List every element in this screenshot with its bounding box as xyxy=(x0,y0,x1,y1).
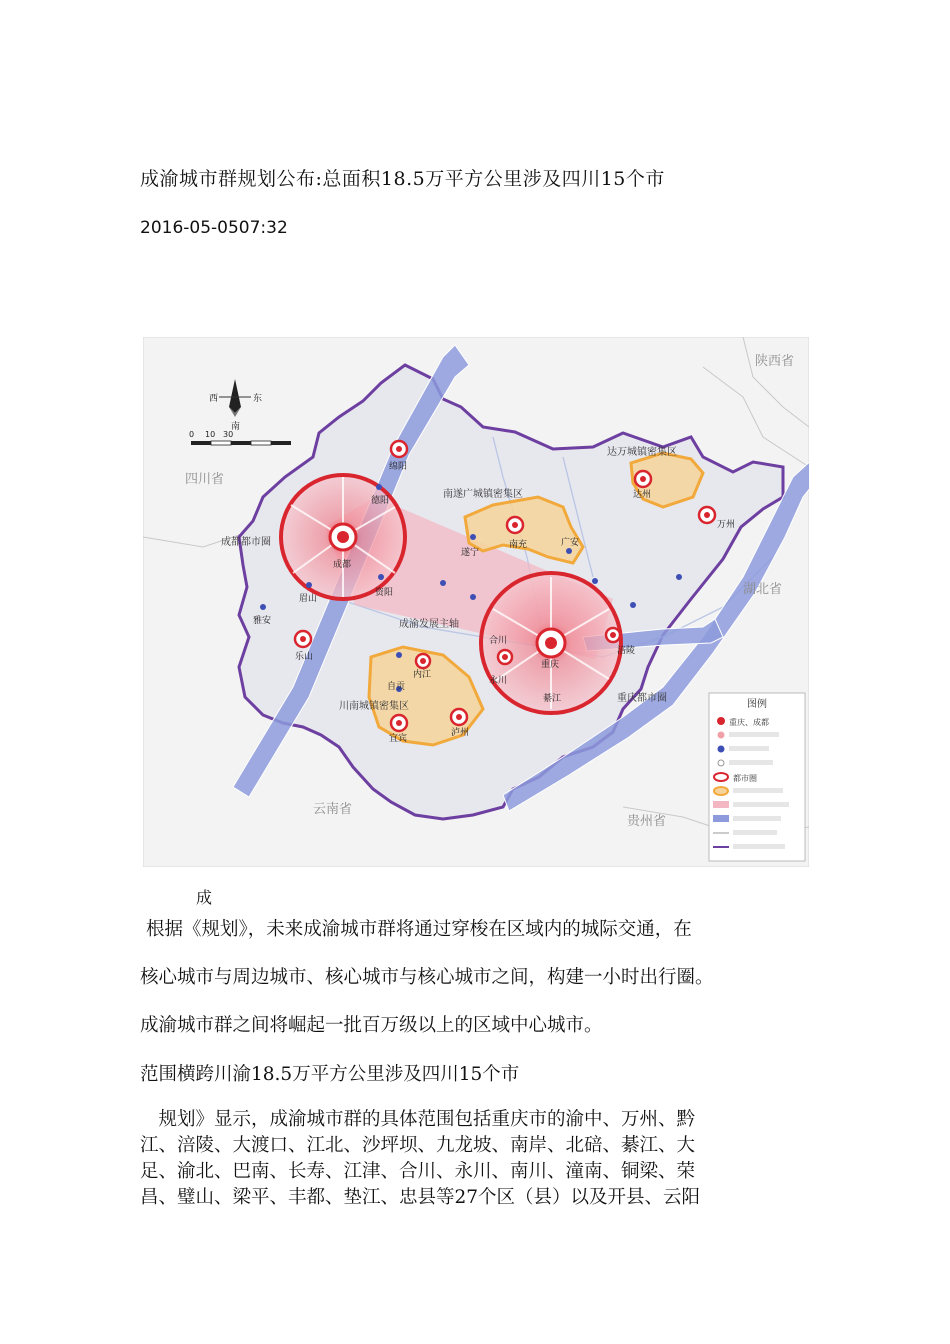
zone-label-dawan: 达万城镇密集区 xyxy=(607,447,677,458)
scope-line-3: 足、渝北、巴南、长寿、江津、合川、永川、南川、潼南、铜梁、荣 xyxy=(140,1161,696,1182)
city-label-leshan: 乐山 xyxy=(295,652,314,662)
city-label-fuling: 涪陵 xyxy=(617,646,636,656)
city-label-nanchong: 南充 xyxy=(509,540,528,550)
article-title: 成渝城市群规划公布:总面积18.5万平方公里涉及四川15个市 xyxy=(140,168,665,190)
zone-label-axis: 成渝发展主轴 xyxy=(399,619,459,630)
scope-line-4: 昌、璧山、梁平、丰都、垫江、忠县等27个区（县）以及开县、云阳 xyxy=(140,1187,701,1208)
legend-core-swatch xyxy=(717,717,725,725)
legend-metro-circle: 都市圈 xyxy=(733,774,757,783)
chengdu-metro-circle xyxy=(281,475,405,599)
map-svg xyxy=(143,337,809,867)
city-label-meishan: 眉山 xyxy=(299,594,318,604)
paragraph-3: 成渝城市群之间将崛起一批百万级以上的区域中心城市。 xyxy=(140,1015,603,1036)
scale-tick-30: 30 xyxy=(223,430,234,439)
province-label-shaanxi: 陕西省 xyxy=(755,354,795,369)
city-label-qijiang: 綦江 xyxy=(543,694,562,704)
city-label-wanzhou: 万州 xyxy=(717,520,736,530)
province-label-yunnan: 云南省 xyxy=(313,802,353,817)
city-label-chongqing: 重庆 xyxy=(541,660,560,670)
city-label-yibin: 宜宾 xyxy=(389,734,408,744)
city-label-ziyang: 资阳 xyxy=(375,588,394,598)
province-label-guizhou: 贵州省 xyxy=(627,814,667,829)
scope-paragraph xyxy=(140,1107,820,1211)
city-label-yongchuan: 永川 xyxy=(489,676,508,686)
chengyu-map xyxy=(143,337,809,867)
city-label-guangan: 广安 xyxy=(561,538,580,548)
scale-tick-10: 10 xyxy=(205,430,216,439)
compass-south: 南 xyxy=(231,422,241,432)
zone-label-nansuiguang: 南遂广城镇密集区 xyxy=(443,489,523,500)
legend-title: 图例 xyxy=(747,699,767,710)
paragraph-2: 核心城市与周边城市、核心城市与核心城市之间，构建一小时出行圈。 xyxy=(140,967,714,988)
article-date: 2016-05-0507:32 xyxy=(140,218,288,238)
city-label-hechuan: 合川 xyxy=(489,636,508,646)
legend-core-cities: 重庆、成都 xyxy=(729,718,769,727)
province-label-sichuan: 四川省 xyxy=(185,472,225,487)
city-label-mianyang: 绵阳 xyxy=(389,462,408,472)
scope-line-1: 规划》显示，成渝城市群的具体范围包括重庆市的渝中、万州、黔 xyxy=(140,1109,696,1130)
section-subheading: 范围横跨川渝18.5万平方公里涉及四川15个市 xyxy=(140,1064,520,1085)
city-label-neijiang: 内江 xyxy=(413,670,432,680)
city-label-luzhou: 泸州 xyxy=(451,728,470,738)
scope-line-2: 江、涪陵、大渡口、江北、沙坪坝、九龙坡、南岸、北碚、綦江、大 xyxy=(140,1135,696,1156)
city-label-chengdu: 成都 xyxy=(333,560,352,570)
city-label-dazhou: 达州 xyxy=(633,490,652,500)
zone-label-chengdu-metro: 成都都市圈 xyxy=(221,537,271,548)
city-label-deyang: 德阳 xyxy=(371,496,390,506)
paragraph-1: 根据《规划》，未来成渝城市群将通过穿梭在区域内的城际交通，在 xyxy=(146,919,692,940)
city-label-suining: 遂宁 xyxy=(461,548,480,558)
scale-tick-0: 0 xyxy=(189,430,195,439)
compass-west: 西 xyxy=(209,394,219,404)
map-legend xyxy=(709,693,805,861)
province-label-hubei: 湖北省 xyxy=(743,582,783,597)
compass-east: 东 xyxy=(253,394,263,404)
city-label-zigong: 自贡 xyxy=(387,682,406,692)
zone-label-chongqing-metro: 重庆都市圈 xyxy=(617,693,667,704)
image-caption: 成 xyxy=(196,888,213,907)
zone-label-chuannan: 川南城镇密集区 xyxy=(339,701,409,712)
city-label-yaan: 雅安 xyxy=(253,616,272,626)
